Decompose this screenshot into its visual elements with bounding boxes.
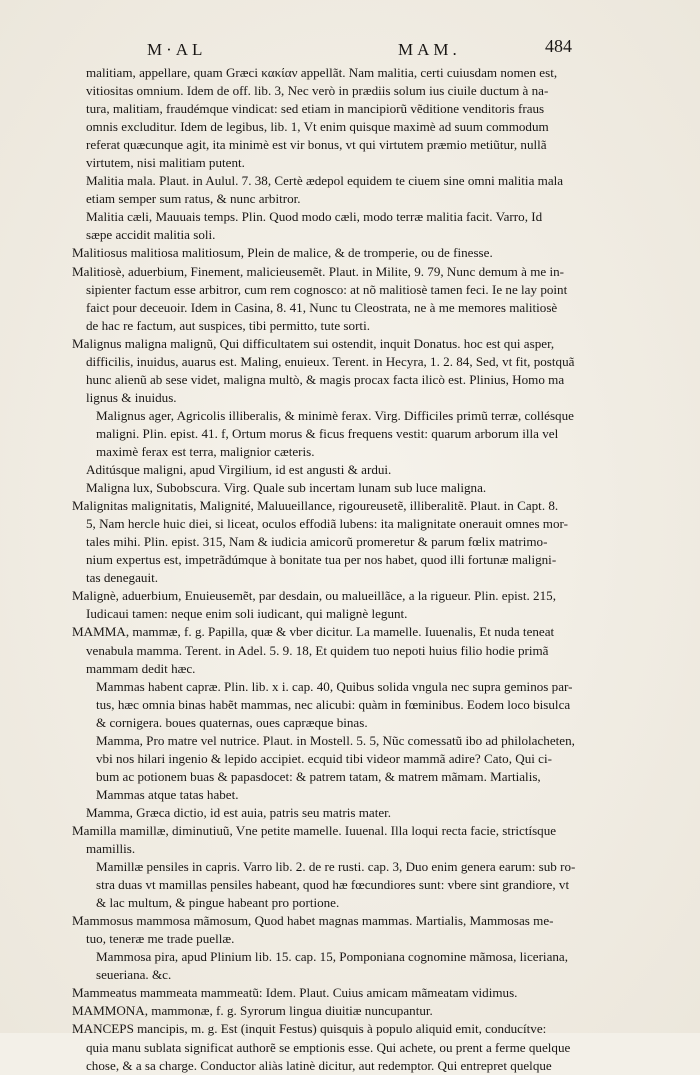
text-line: quia manu sublata significat authorẽ se emptionis esse. Qui achete, ou prent a ferme quelque — [86, 1039, 571, 1055]
text-line: Malitia mala. Plaut. in Aulul. 7. 38, Certè ædepol equidem te ciuem sine omni malitia mala — [86, 173, 564, 189]
text-line: Malignus maligna malignũ, Qui difficultatem sui ostendit, inquit Donatus. hoc est qui asper, — [72, 335, 555, 351]
text-line: MAMMONA, mammonæ, f. g. Syrorum lingua diuitiæ nuncupantur. — [72, 1003, 433, 1019]
text-line: stra duas vt mamillas pensiles habeant, quod hæ fœcundiores sunt: vbere sint grandiore, vt — [96, 877, 570, 893]
text-line: hunc alienũ ab sese videt, maligna multò, & magis procax facta ilicò est. Plinius, Homo ma — [86, 371, 565, 387]
text-line: Mamma, Græca dictio, id est auia, patris seu matris mater. — [86, 804, 392, 820]
text-line: 5, Nam hercle huic diei, si liceat, oculos effodiã lubens: ita malignitate onerauit omnes mor- — [86, 516, 569, 532]
text-line: lignus & inuidus. — [86, 389, 177, 405]
text-line: Maligna lux, Subobscura. Virg. Quale sub incertam lunam sub luce maligna. — [86, 480, 487, 496]
text-line: sæpe accidit malitia soli. — [86, 227, 216, 243]
header-left-word: M·AL — [147, 40, 207, 59]
text-line: sipienter factum esse arbitror, cum rem cognosco: at nõ malitiosè tamen feci. Ie ne lay point — [86, 281, 568, 297]
text-line: MANCEPS mancipis, m. g. Est (inquit Festus) quisquis à populo aliquid emit, conducítve: — [72, 1021, 547, 1037]
dictionary-text-body — [0, 64, 700, 1075]
text-line: seueriana. &c. — [96, 967, 172, 983]
text-line: Mammosa pira, apud Plinium lib. 15. cap. 15, Pomponiana cognomine mãmosa, liceriana, — [96, 949, 569, 965]
text-line: tales mihi. Plin. epist. 315, Nam & iudicia amicorũ promeretur & parum fœlix matrimo- — [86, 534, 548, 550]
text-line: tus, hæc omnia binas habẽt mammas, nec alicubi: quàm in fœminibus. Eodem loco bisulca — [96, 696, 571, 712]
text-line: de hac re factum, aut suspices, tibi permitto, tute sorti. — [86, 317, 370, 333]
text-line: malitiam, appellare, quam Græci κακίαν appellãt. Nam malitia, certi cuiusdam nomen est, — [86, 65, 558, 80]
text-line: bum ac potionem buas & papasdocet: & patrem tatam, & matrem mãmam. Martialis, — [96, 768, 541, 784]
text-line: difficilis, inuidus, auarus est. Maling, enuieux. Terent. in Hecyra, 1. 2. 84, Sed, vt fit, postquã — [86, 353, 575, 369]
text-line: maligni. Plin. epist. 41. f, Ortum morus & ficus frequens vestit: quarum arborum illa vel — [96, 425, 559, 441]
text-line: chose, & a sa charge. Conductor aliàs latinè dicitur, aut redemptor. Qui entrepret quelque — [86, 1057, 552, 1073]
text-line: Mammeatus mammeata mammeatũ: Idem. Plaut. Cuius amicam mãmeatam vidimus. — [72, 985, 518, 1001]
text-line: Malignè, aduerbium, Enuieusemẽt, par desdain, ou malueillãce, a la rigueur. Plin. epist. 215, — [72, 588, 556, 604]
text-line: tas denegauit. — [86, 570, 158, 586]
text-line: mammam dedit hæc. — [86, 660, 196, 676]
header-middle-word: MAM. — [398, 40, 461, 59]
text-line: faict pour deceuoir. Idem in Casina, 8. 41, Nunc tu Cleostrata, ne à me memores malitiosè — [86, 299, 558, 315]
text-line: Iudicaui tamen: neque enim soli iudicant, qui malignè legunt. — [86, 606, 408, 622]
text-line: maximè ferax est terra, malignior cæteris. — [96, 443, 315, 459]
text-line: vitiositas omnium. Idem de off. lib. 3, Nec verò in prædiis solum ius ciuile ductum à na- — [86, 83, 549, 99]
text-line: etiam semper sum ratus, & nunc arbitror. — [86, 191, 301, 207]
page-number: 484 — [545, 36, 572, 56]
text-line: omnis excluditur. Idem de legibus, lib. 1, Vt enim quisque maximè ad suum commodum — [86, 119, 549, 135]
text-line: referat quæcunque agit, ita minimè est vir bonus, vt qui virtutem præmio metiũtur, nullã — [86, 137, 547, 153]
text-line: Malignus ager, Agricolis illiberalis, & minimè ferax. Virg. Difficiles primũ terræ, collésque — [96, 407, 574, 423]
text-line: MAMMA, mammæ, f. g. Papilla, quæ & vber dicitur. La mamelle. Iuuenalis, Et nuda teneat — [72, 624, 555, 640]
text-line: vbi nos hilari ingenio & lepido accipiet. ecquid tibi videor mammã adire? Cato, Qui ci- — [96, 750, 552, 766]
text-line: & lac multum, & pingue habeant pro portione. — [96, 895, 340, 911]
text-line: venabula mamma. Terent. in Adel. 5. 9. 18, Et quidem tuo nepoti huius filio hodie primã — [86, 642, 549, 658]
text-line: Aditúsque maligni, apud Virgilium, id est angusti & ardui. — [86, 462, 392, 478]
text-line: Mamma, Pro matre vel nutrice. Plaut. in Mostell. 5. 5, Nũc comessatũ ibo ad philolacheten, — [96, 732, 575, 748]
text-line: tuo, teneræ me trade puellæ. — [86, 931, 235, 947]
text-line: & cornigera. boues quaternas, oues capræque binas. — [96, 714, 368, 730]
text-line: Mamillæ pensiles in capris. Varro lib. 2. de re rusti. cap. 3, Duo enim genera earum: sub ro- — [96, 859, 576, 875]
text-line: Mammas atque tatas habet. — [96, 786, 239, 802]
text-line: Malignitas malignitatis, Malignité, Maluueillance, rigoureusetẽ, illiberalitẽ. Plaut. in Capt. 8. — [72, 498, 559, 514]
text-line: virtutem, nisi malitiam putent. — [86, 155, 245, 171]
running-header — [0, 36, 700, 66]
text-line: Mamilla mamillæ, diminutiuũ, Vne petite mamelle. Iuuenal. Illa loqui recta facie, strictísque — [72, 822, 557, 838]
text-line: Mammosus mammosa mãmosum, Quod habet magnas mammas. Martialis, Mammosas me- — [72, 913, 554, 929]
text-line: nium expertus est, impetrãdúmque à bonitate tua per nos habet, quod illi fortunæ maligni- — [86, 552, 557, 568]
text-line: Malitiosè, aduerbium, Finement, malicieusemẽt. Plaut. in Milite, 9. 79, Nunc demum à me in- — [72, 263, 565, 279]
text-line: Malitia cæli, Mauuais temps. Plin. Quod modo cæli, modo terræ malitia facit. Varro, Id — [86, 209, 543, 225]
text-line: Mammas habent capræ. Plin. lib. x i. cap. 40, Quibus solida vngula nec supra geminos par- — [96, 678, 573, 694]
text-line: tura, malitiam, fraudémque vindicat: sed etiam in mancipiorũ vẽditione venditoris fraus — [86, 101, 545, 117]
text-line: Malitiosus malitiosa malitiosum, Plein de malice, & de tromperie, ou de finesse. — [72, 245, 493, 261]
text-line: mamillis. — [86, 841, 136, 857]
